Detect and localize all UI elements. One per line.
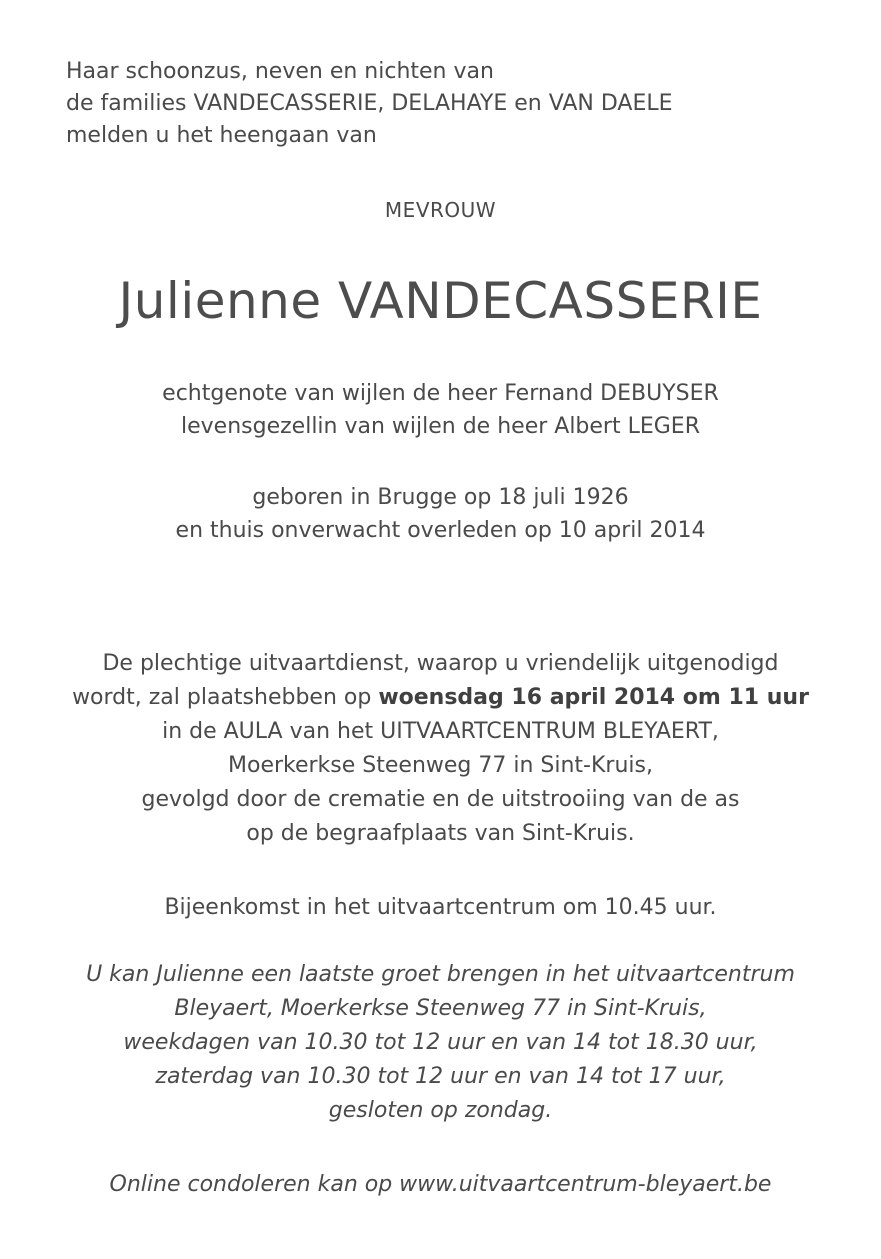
ceremony-line <box>0 681 881 715</box>
relations-block <box>0 377 881 443</box>
death-line: en thuis onverwacht overleden op 10 april 2014 <box>175 518 706 543</box>
visitation-line: Bleyaert, Moerkerkse Steenweg 77 in Sint-Kruis, <box>174 996 707 1021</box>
visitation-line: zaterdag van 10.30 tot 12 uur en van 14 tot 17 uur, <box>155 1064 726 1089</box>
honorific <box>0 196 881 224</box>
intro-line: melden u het heengaan van <box>66 123 377 148</box>
ceremony-line-prefix: wordt, zal plaatshebben op <box>72 685 379 710</box>
visitation-line: weekdagen van 10.30 tot 12 uur en van 14 tot 18.30 uur, <box>123 1030 758 1055</box>
ceremony-block <box>0 647 881 851</box>
ceremony-date-time: woensdag 16 april 2014 om 11 uur <box>378 685 809 710</box>
deceased-name-text: Julienne VANDECASSERIE <box>118 272 763 330</box>
relation-line: echtgenote van wijlen de heer Fernand DEBUYSER <box>162 381 719 406</box>
ceremony-line: gevolgd door de crematie en de uitstrooiing van de as <box>141 787 740 812</box>
intro-line: de families VANDECASSERIE, DELAHAYE en VAN DAELE <box>66 91 673 116</box>
gathering-text: Bijeenkomst in het uitvaartcentrum om 10.45 uur. <box>164 895 717 920</box>
online-condolences <box>0 1168 881 1202</box>
online-condolences-text: Online condoleren kan op www.uitvaartcentrum-bleyaert.be <box>109 1172 772 1197</box>
birth-line: geboren in Brugge op 18 juli 1926 <box>252 485 629 510</box>
ceremony-line: Moerkerkse Steenweg 77 in Sint-Kruis, <box>228 753 653 778</box>
intro-line: Haar schoonzus, neven en nichten van <box>66 59 494 84</box>
ceremony-line: De plechtige uitvaartdienst, waarop u vriendelijk uitgenodigd <box>102 651 779 676</box>
intro-block <box>66 56 673 152</box>
ceremony-line: op de begraafplaats van Sint-Kruis. <box>246 821 635 846</box>
visitation-line: U kan Julienne een laatste groet brengen in het uitvaartcentrum <box>86 962 795 987</box>
honorific-text: MEVROUW <box>384 198 497 222</box>
gathering-block <box>0 891 881 925</box>
dates-block <box>0 481 881 547</box>
deceased-name <box>0 268 881 334</box>
visitation-line: gesloten op zondag. <box>328 1098 553 1123</box>
visitation-block <box>0 958 881 1128</box>
relation-line: levensgezellin van wijlen de heer Albert LEGER <box>181 414 700 439</box>
ceremony-line: in de AULA van het UITVAARTCENTRUM BLEYAERT, <box>162 719 719 744</box>
